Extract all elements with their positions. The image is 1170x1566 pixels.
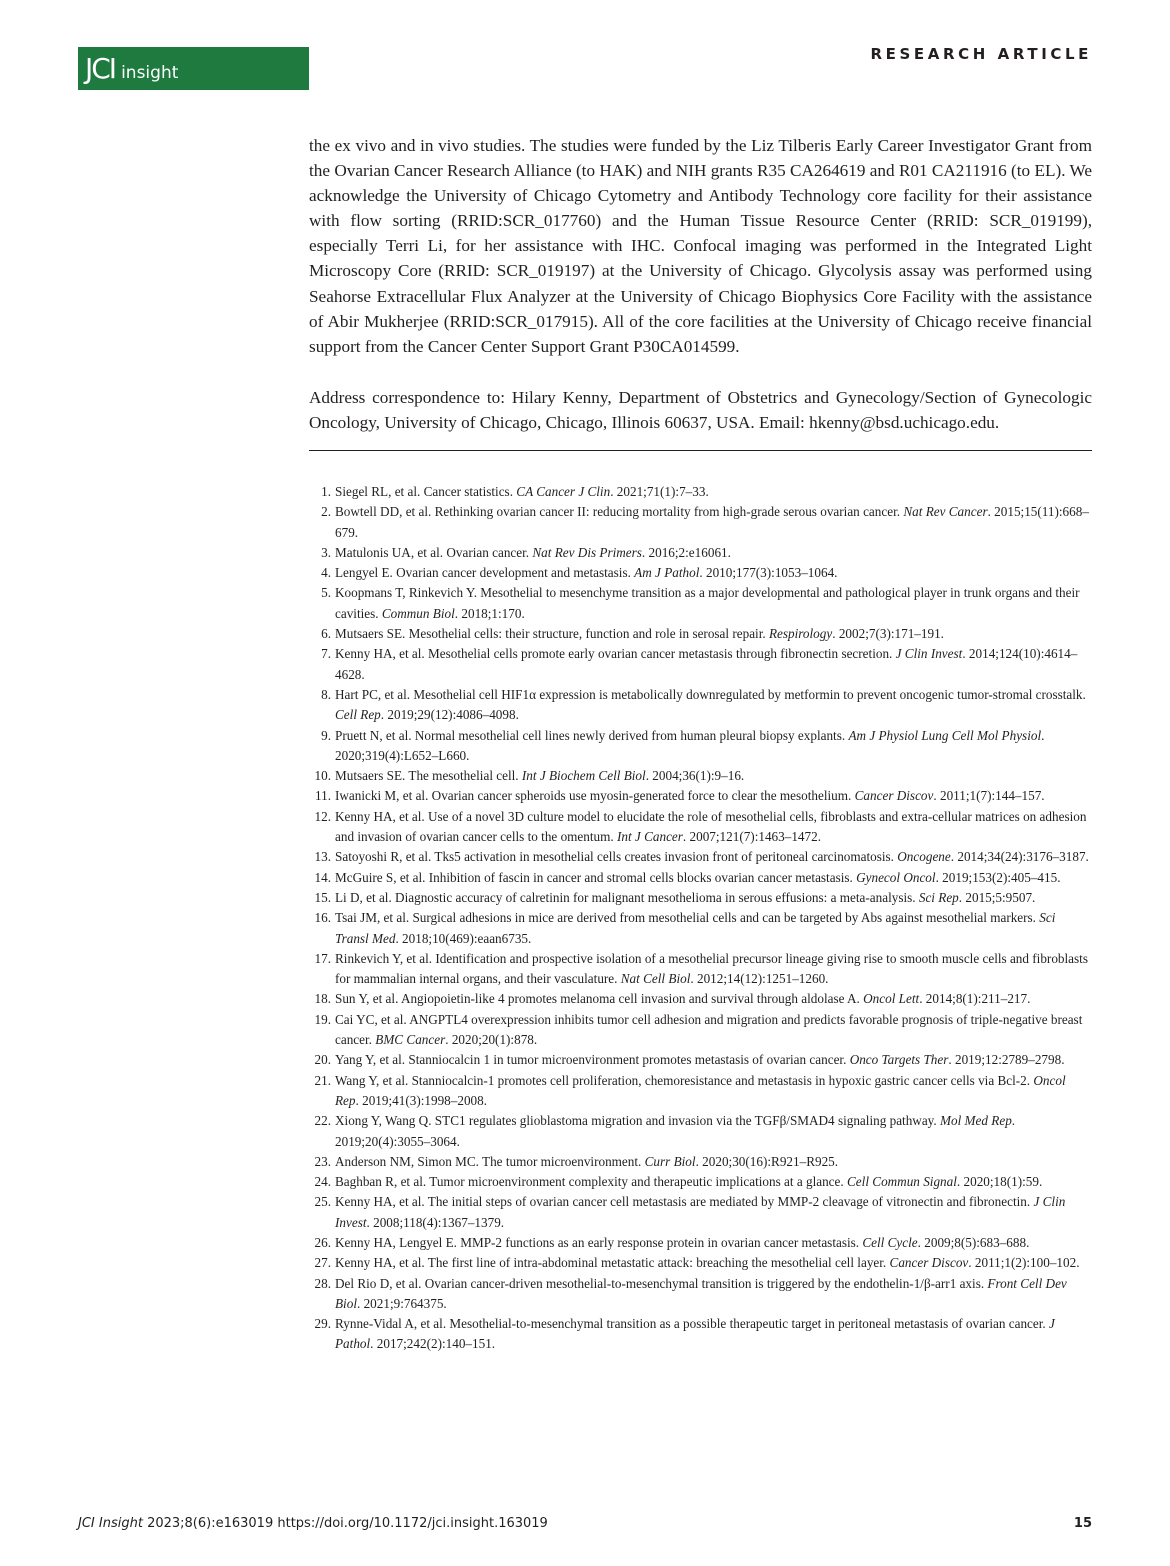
reference-journal: Oncol Rep	[335, 1072, 1066, 1108]
reference-citation: . 2011;1(7):144–157.	[933, 788, 1045, 804]
reference-citation: . 2019;29(12):4086–4098.	[380, 707, 519, 723]
reference-citation: . 2014;34(24):3176–3187.	[950, 849, 1089, 865]
reference-citation: . 2018;10(469):eaan6735.	[395, 930, 532, 946]
reference-text: Wang Y, et al. Stanniocalcin-1 promotes cell proliferation, chemoresistance and metastasis in hypoxic gastric cancer cells via Bcl-2.	[335, 1072, 1034, 1088]
reference-text: Kenny HA, Lengyel E. MMP-2 functions as an early response protein in ovarian cancer metastasis.	[335, 1234, 863, 1250]
reference-item	[309, 1050, 1092, 1070]
reference-citation: . 2011;1(2):100–102.	[968, 1255, 1080, 1271]
reference-citation: . 2019;20(4):3055–3064.	[335, 1113, 1016, 1149]
reference-citation: . 2007;121(7):1463–1472.	[682, 829, 822, 845]
reference-citation: . 2020;30(16):R921–R925.	[695, 1153, 839, 1169]
reference-number: 12.	[314, 808, 331, 824]
reference-journal: Mol Med Rep	[940, 1113, 1012, 1129]
reference-number: 16.	[314, 910, 331, 926]
reference-citation: . 2015;5:9507.	[958, 889, 1036, 905]
reference-item	[309, 908, 1092, 949]
reference-text: Iwanicki M, et al. Ovarian cancer spheroids use myosin-generated force to clear the mesothelium.	[335, 788, 855, 804]
reference-item	[309, 1172, 1092, 1192]
reference-item	[309, 1010, 1092, 1051]
reference-citation: . 2009;8(5):683–688.	[917, 1234, 1030, 1250]
reference-number: 24.	[314, 1174, 331, 1190]
reference-item	[309, 989, 1092, 1009]
reference-text: Rynne-Vidal A, et al. Mesothelial-to-mesenchymal transition as a possible therapeutic target in peritoneal metastasis of ovarian cancer.	[335, 1316, 1049, 1332]
reference-item	[309, 888, 1092, 908]
reference-number: 6.	[321, 626, 331, 642]
reference-journal: Gynecol Oncol	[856, 869, 936, 885]
reference-citation: . 2014;8(1):211–217.	[919, 991, 1031, 1007]
reference-journal: BMC Cancer	[375, 1032, 446, 1048]
reference-journal: Int J Biochem Cell Biol	[521, 768, 646, 784]
footer-journal: JCI Insight	[78, 1516, 143, 1531]
reference-number: 14.	[314, 869, 331, 885]
reference-number: 5.	[321, 585, 331, 601]
reference-text: McGuire S, et al. Inhibition of fascin in cancer and stromal cells blocks ovarian cancer metastasis.	[335, 869, 857, 885]
acknowledgment-text	[309, 133, 1092, 359]
section-divider	[309, 450, 1092, 451]
logo-jci: JCI	[85, 52, 116, 85]
reference-journal: Cancer Discov	[854, 788, 934, 804]
reference-citation: . 2010;177(3):1053–1064.	[699, 565, 838, 581]
reference-citation: . 2020;18(1):59.	[956, 1174, 1043, 1190]
reference-citation: . 2017;242(2):140–151.	[370, 1336, 496, 1352]
reference-citation: . 2019;153(2):405–415.	[935, 869, 1061, 885]
acknowledgment-paragraph: the ex vivo and in vivo studies. The studies were funded by the Liz Tilberis Early Career Investigator Grant from the Ovarian Cancer Research Alliance (to HAK) and NIH grants R35 CA264619 and R01 CA211916 (to EL). We acknowledge the University of Chicago Cytometry and Antibody Technology core facility for their assistance with flow sorting (RRID:SCR_017760) and the Human Tissue Resource Center (RRID: SCR_019199), especially Terri Li, for her assistance with IHC. Confocal imaging was performed in the Integrated Light Microscopy Core (RRID: SCR_019197) at the University of Chicago. Glycolysis assay was performed using Seahorse Extracellular Flux Analyzer at the University of Chicago Biophysics Core Facility with the assistance of Abir Mukherjee (RRID:SCR_017915). All of the core facilities at the University of Chicago receive financial support from the Cancer Center Support Grant P30CA014599.	[309, 136, 1092, 356]
reference-text: Xiong Y, Wang Q. STC1 regulates glioblastoma migration and invasion via the TGFβ/SMAD4 signaling pathway.	[335, 1113, 941, 1129]
reference-journal: J Pathol	[335, 1316, 1055, 1352]
reference-item	[309, 502, 1092, 543]
reference-text: Del Rio D, et al. Ovarian cancer-driven mesothelial-to-mesenchymal transition is triggered by the endothelin-1/β-arr1 axis.	[335, 1275, 988, 1291]
reference-number: 26.	[314, 1234, 331, 1250]
reference-citation: . 2020;20(1):878.	[445, 1032, 538, 1048]
reference-number: 1.	[321, 484, 331, 499]
reference-text: Siegel RL, et al. Cancer statistics.	[335, 484, 517, 499]
reference-item	[309, 685, 1092, 726]
reference-journal: Cell Cycle	[862, 1234, 918, 1250]
reference-number: 9.	[321, 727, 331, 743]
reference-item	[309, 807, 1092, 848]
reference-journal: Onco Targets Ther	[849, 1052, 949, 1068]
reference-journal: Oncogene	[897, 849, 951, 865]
reference-text: Li D, et al. Diagnostic accuracy of calretinin for malignant mesothelioma in serous effusions: a meta-analysis.	[335, 889, 919, 905]
reference-item	[309, 543, 1092, 563]
reference-journal: Sci Transl Med	[335, 910, 1056, 946]
reference-journal: Nat Rev Dis Primers	[532, 544, 642, 560]
section-label: RESEARCH ARTICLE	[870, 45, 1092, 63]
reference-item	[309, 624, 1092, 644]
reference-number: 25.	[314, 1194, 331, 1210]
reference-text: Sun Y, et al. Angiopoietin-like 4 promotes melanoma cell invasion and survival through aldolase A.	[335, 991, 864, 1007]
reference-journal: J Clin Invest	[895, 646, 963, 662]
reference-citation: . 2002;7(3):171–191.	[832, 626, 944, 642]
reference-item	[309, 786, 1092, 806]
reference-text: Anderson NM, Simon MC. The tumor microenvironment.	[335, 1153, 645, 1169]
reference-journal: Am J Physiol Lung Cell Mol Physiol	[848, 727, 1042, 743]
reference-citation: . 2004;36(1):9–16.	[645, 768, 745, 784]
reference-number: 2.	[321, 504, 331, 520]
correspondence-address: Address correspondence to: Hilary Kenny, Department of Obstetrics and Gynecology/Section of Gynecologic Oncology, University of Chicago, Chicago, Illinois 60637, USA. Email: hkenny@bsd.uchicago.edu.	[309, 388, 1092, 433]
reference-text: Hart PC, et al. Mesothelial cell HIF1α expression is metabolically downregulated by metformin to prevent oncogenic tumor-stromal crosstalk.	[335, 686, 1086, 702]
reference-number: 22.	[314, 1113, 331, 1129]
reference-journal: CA Cancer J Clin	[516, 484, 611, 499]
reference-text: Baghban R, et al. Tumor microenvironment complexity and therapeutic implications at a glance.	[335, 1174, 847, 1190]
reference-item	[309, 868, 1092, 888]
reference-citation: . 2018;1:170.	[454, 605, 525, 621]
reference-journal: J Clin Invest	[335, 1194, 1066, 1230]
reference-item	[309, 482, 1092, 502]
reference-text: Bowtell DD, et al. Rethinking ovarian cancer II: reducing mortality from high-grade serous ovarian cancer.	[335, 504, 904, 520]
reference-journal: Front Cell Dev Biol	[335, 1275, 1067, 1311]
reference-item	[309, 949, 1092, 990]
reference-citation: . 2021;71(1):7–33.	[610, 484, 709, 499]
reference-text: Lengyel E. Ovarian cancer development and metastasis.	[335, 565, 635, 581]
reference-journal: Cell Commun Signal	[847, 1174, 957, 1190]
reference-number: 11.	[315, 788, 331, 804]
reference-number: 8.	[321, 686, 331, 702]
logo-insight: insight	[121, 63, 179, 83]
reference-text: Kenny HA, et al. Use of a novel 3D culture model to elucidate the role of mesothelial cells, fibroblasts and extra-cellular matrices on adhesion and invasion of ovarian cancer cells to the omentum.	[335, 808, 1087, 845]
page-number: 15	[1073, 1516, 1092, 1531]
reference-citation: . 2019;41(3):1998–2008.	[355, 1092, 488, 1108]
reference-list	[309, 482, 1092, 1355]
reference-number: 23.	[314, 1153, 331, 1169]
reference-journal: Cancer Discov	[889, 1255, 969, 1271]
reference-journal: Oncol Lett	[863, 991, 920, 1007]
reference-journal: Int J Cancer	[616, 829, 683, 845]
reference-text: Matulonis UA, et al. Ovarian cancer.	[335, 544, 533, 560]
journal-logo	[78, 47, 309, 90]
reference-number: 17.	[314, 950, 331, 966]
reference-journal: Cell Rep	[335, 707, 381, 723]
reference-item	[309, 1192, 1092, 1233]
reference-journal: Curr Biol	[644, 1153, 696, 1169]
reference-citation: . 2021;9:764375.	[356, 1295, 447, 1311]
reference-item	[309, 1253, 1092, 1273]
reference-text: Cai YC, et al. ANGPTL4 overexpression inhibits tumor cell adhesion and migration and predicts favorable prognosis of triple-negative breast cancer.	[335, 1011, 1083, 1048]
reference-journal: Sci Rep	[918, 889, 959, 905]
reference-citation: . 2020;319(4):L652–L660.	[335, 727, 1045, 763]
reference-citation: . 2019;12:2789–2798.	[948, 1052, 1065, 1068]
reference-text: Satoyoshi R, et al. Tks5 activation in mesothelial cells creates invasion front of peritoneal carcinomatosis.	[335, 849, 898, 865]
reference-text: Mutsaers SE. The mesothelial cell.	[335, 768, 522, 784]
reference-number: 27.	[314, 1255, 331, 1271]
reference-number: 10.	[314, 768, 331, 784]
reference-journal: Nat Rev Cancer	[903, 504, 988, 520]
reference-text: Koopmans T, Rinkevich Y. Mesothelial to mesenchyme transition as a major developmental and pathological player in trunk organs and their cavities.	[335, 585, 1080, 621]
reference-number: 13.	[314, 849, 331, 865]
reference-text: Mutsaers SE. Mesothelial cells: their structure, function and role in serosal repair.	[335, 626, 769, 642]
reference-text: Tsai JM, et al. Surgical adhesions in mice are derived from mesothelial cells and can be targeted by Abs against mesothelial markers.	[335, 910, 1040, 926]
reference-citation: . 2015;15(11):668–679.	[335, 504, 1089, 540]
reference-number: 29.	[314, 1316, 331, 1332]
reference-item	[309, 726, 1092, 767]
reference-item	[309, 583, 1092, 624]
reference-number: 28.	[314, 1275, 331, 1291]
reference-text: Kenny HA, et al. The first line of intra-abdominal metastatic attack: breaching the mesothelial cell layer.	[335, 1255, 890, 1271]
reference-item	[309, 1314, 1092, 1355]
reference-number: 19.	[314, 1011, 331, 1027]
footer-doi: 2023;8(6):e163019 https://doi.org/10.1172/jci.insight.163019	[142, 1516, 548, 1531]
reference-citation: . 2012;14(12):1251–1260.	[690, 971, 829, 987]
reference-text: Rinkevich Y, et al. Identification and prospective isolation of a mesothelial precursor lineage giving rise to smooth muscle cells and fibroblasts for mammalian internal organs, and their vasculature.	[335, 950, 1088, 987]
reference-citation: . 2008;118(4):1367–1379.	[366, 1214, 505, 1230]
reference-number: 15.	[314, 889, 331, 905]
reference-text: Kenny HA, et al. The initial steps of ovarian cancer cell metastasis are mediated by MMP-2 cleavage of vitronectin and fibronectin.	[335, 1194, 1034, 1210]
reference-item	[309, 644, 1092, 685]
reference-text: Kenny HA, et al. Mesothelial cells promote early ovarian cancer metastasis through fibronectin secretion.	[335, 646, 896, 662]
reference-number: 7.	[321, 646, 331, 662]
reference-citation: . 2016;2:e16061.	[641, 544, 731, 560]
reference-text: Pruett N, et al. Normal mesothelial cell lines newly derived from human pleural biopsy explants.	[335, 727, 849, 743]
reference-text: Yang Y, et al. Stanniocalcin 1 in tumor microenvironment promotes metastasis of ovarian cancer.	[335, 1052, 850, 1068]
reference-item	[309, 1274, 1092, 1315]
reference-journal: Respirology	[768, 626, 833, 642]
reference-item	[309, 1233, 1092, 1253]
reference-journal: Nat Cell Biol	[620, 971, 691, 987]
reference-item	[309, 1152, 1092, 1172]
reference-citation: . 2014;124(10):4614–4628.	[335, 646, 1078, 682]
reference-item	[309, 766, 1092, 786]
reference-item	[309, 1111, 1092, 1152]
reference-number: 4.	[321, 565, 331, 581]
reference-journal: Am J Pathol	[634, 565, 700, 581]
footer-citation	[78, 1516, 548, 1531]
reference-item	[309, 847, 1092, 867]
reference-item	[309, 1071, 1092, 1112]
reference-number: 21.	[314, 1072, 331, 1088]
reference-number: 20.	[314, 1052, 331, 1068]
reference-journal: Commun Biol	[381, 605, 455, 621]
reference-number: 18.	[314, 991, 331, 1007]
reference-item	[309, 563, 1092, 583]
reference-number: 3.	[321, 544, 331, 560]
